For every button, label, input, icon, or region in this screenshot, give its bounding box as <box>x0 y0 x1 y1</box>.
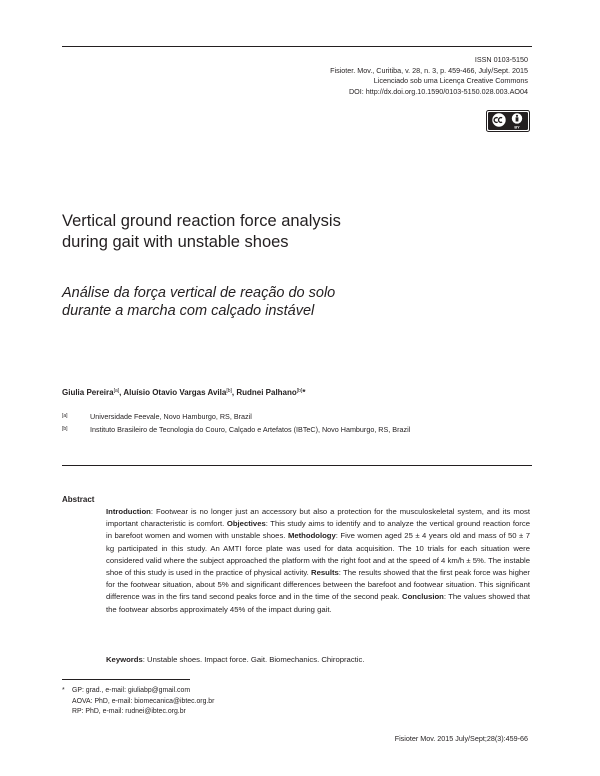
abstract-body <box>106 506 530 616</box>
footnote-rule <box>62 679 190 680</box>
footnote-line: GP: grad., e-mail: giuliabp@gmail.com <box>72 687 191 694</box>
keywords <box>106 655 365 664</box>
author-affil-mark: [b] <box>226 388 232 394</box>
author-separator: , <box>119 388 124 397</box>
author-affil-mark: [a] <box>113 388 120 394</box>
corresponding-marker: * <box>302 388 306 397</box>
article-title <box>62 211 341 253</box>
results-text: : The results showed that the first peak force was higher for the footwear situation, about 5% and significant differences between the barefoot and footwear situation. This significant difference was in the firs tand second peaks force and in the time of the second peak. <box>106 568 530 602</box>
issn: ISSN 0103-5150 <box>474 55 528 64</box>
intro-text: : Footwear is no longer just an accessory but also a protection for the musculoskeletal system, and its most important characteristic is comfort. <box>106 507 530 529</box>
results-label: Results <box>311 568 339 578</box>
citation: Fisioter. Mov., Curitiba, v. 28, n. 3, p. 459-466, July/Sept. 2015 <box>330 65 528 75</box>
footnote-line: AOVA: PhD, e-mail: biomecanica@ibtec.org.br <box>72 697 215 705</box>
affiliation-label: [b] <box>62 426 68 432</box>
footnote-line: RP: PhD, e-mail: rudnei@ibtec.org.br <box>72 708 186 715</box>
license-note: Licenciado sob uma Licença Creative Commons <box>373 76 528 86</box>
title-line-1: Vertical ground reaction force analysis <box>62 212 341 230</box>
methodology-text: : Five women aged 25 ± 4 years old and mass of 50 ± 7 kg participated in this study. An AMTI force plate was used for data acquisition. The 10 trials for each situation were considered valid where the subject approached the platform with the right foot and at the speed of 4 km/h ± 5%. The instable shoe of this study is used in the practice of physical activity. <box>106 531 530 578</box>
objectives-label: Objectives <box>226 519 266 529</box>
affiliation-label: [a] <box>62 413 68 419</box>
methodology-label: Methodology <box>287 531 336 541</box>
keywords-text: : Unstable shoes. Impact force. Gait. Biomechanics. Chiropractic. <box>142 655 365 664</box>
author-name: Giulia Pereira <box>62 388 114 397</box>
creative-commons-icon <box>486 110 530 132</box>
article-subtitle <box>62 284 335 320</box>
affiliation-text: Instituto Brasileiro de Tecnologia do Couro, Calçado e Artefatos (IBTeC), Novo Hamburgo, RS, Brazil <box>90 425 411 434</box>
affiliation <box>62 425 410 434</box>
author-list <box>62 388 305 397</box>
footnote-marker: * <box>62 687 65 694</box>
page-footer: Fisioter Mov. 2015 July/Sept;28(3):459-66 <box>394 734 528 743</box>
subtitle-line-1: Análise da força vertical de reação do solo <box>62 285 336 301</box>
top-rule <box>62 46 532 47</box>
keywords-label: Keywords <box>106 655 143 664</box>
conclusion-text: : The values showed that the footwear absorbs approximately 45% of the impact during gait. <box>106 592 531 614</box>
affiliation <box>62 412 252 421</box>
author-name: Aluísio Otavio Vargas Avila <box>123 388 227 397</box>
affiliation-text: Universidade Feevale, Novo Hamburgo, RS, Brazil <box>90 412 252 421</box>
footnotes <box>62 686 214 718</box>
intro-label: Introduction <box>106 507 151 516</box>
conclusion-label: Conclusion <box>402 592 444 602</box>
subtitle-line-2: durante a marcha com calçado instável <box>62 303 315 319</box>
author-affil-mark: [b] <box>296 388 303 394</box>
cc-by-label: BY <box>514 125 520 130</box>
author-name: Rudnei Palhano <box>236 388 297 397</box>
section-rule <box>62 465 532 466</box>
cc-by-badge[interactable] <box>486 110 530 132</box>
journal-meta <box>330 55 528 97</box>
doi-link[interactable]: DOI: http://dx.doi.org.10.1590/0103-5150.028.003.AO04 <box>348 86 528 96</box>
abstract-heading: Abstract <box>62 495 95 504</box>
author-separator: , <box>231 388 237 397</box>
objectives-text: : This study aims to identify and to analyze the vertical ground reaction force in barefoot women and women with unstable shoes. <box>106 519 530 541</box>
title-line-2: during gait with unstable shoes <box>62 233 289 251</box>
